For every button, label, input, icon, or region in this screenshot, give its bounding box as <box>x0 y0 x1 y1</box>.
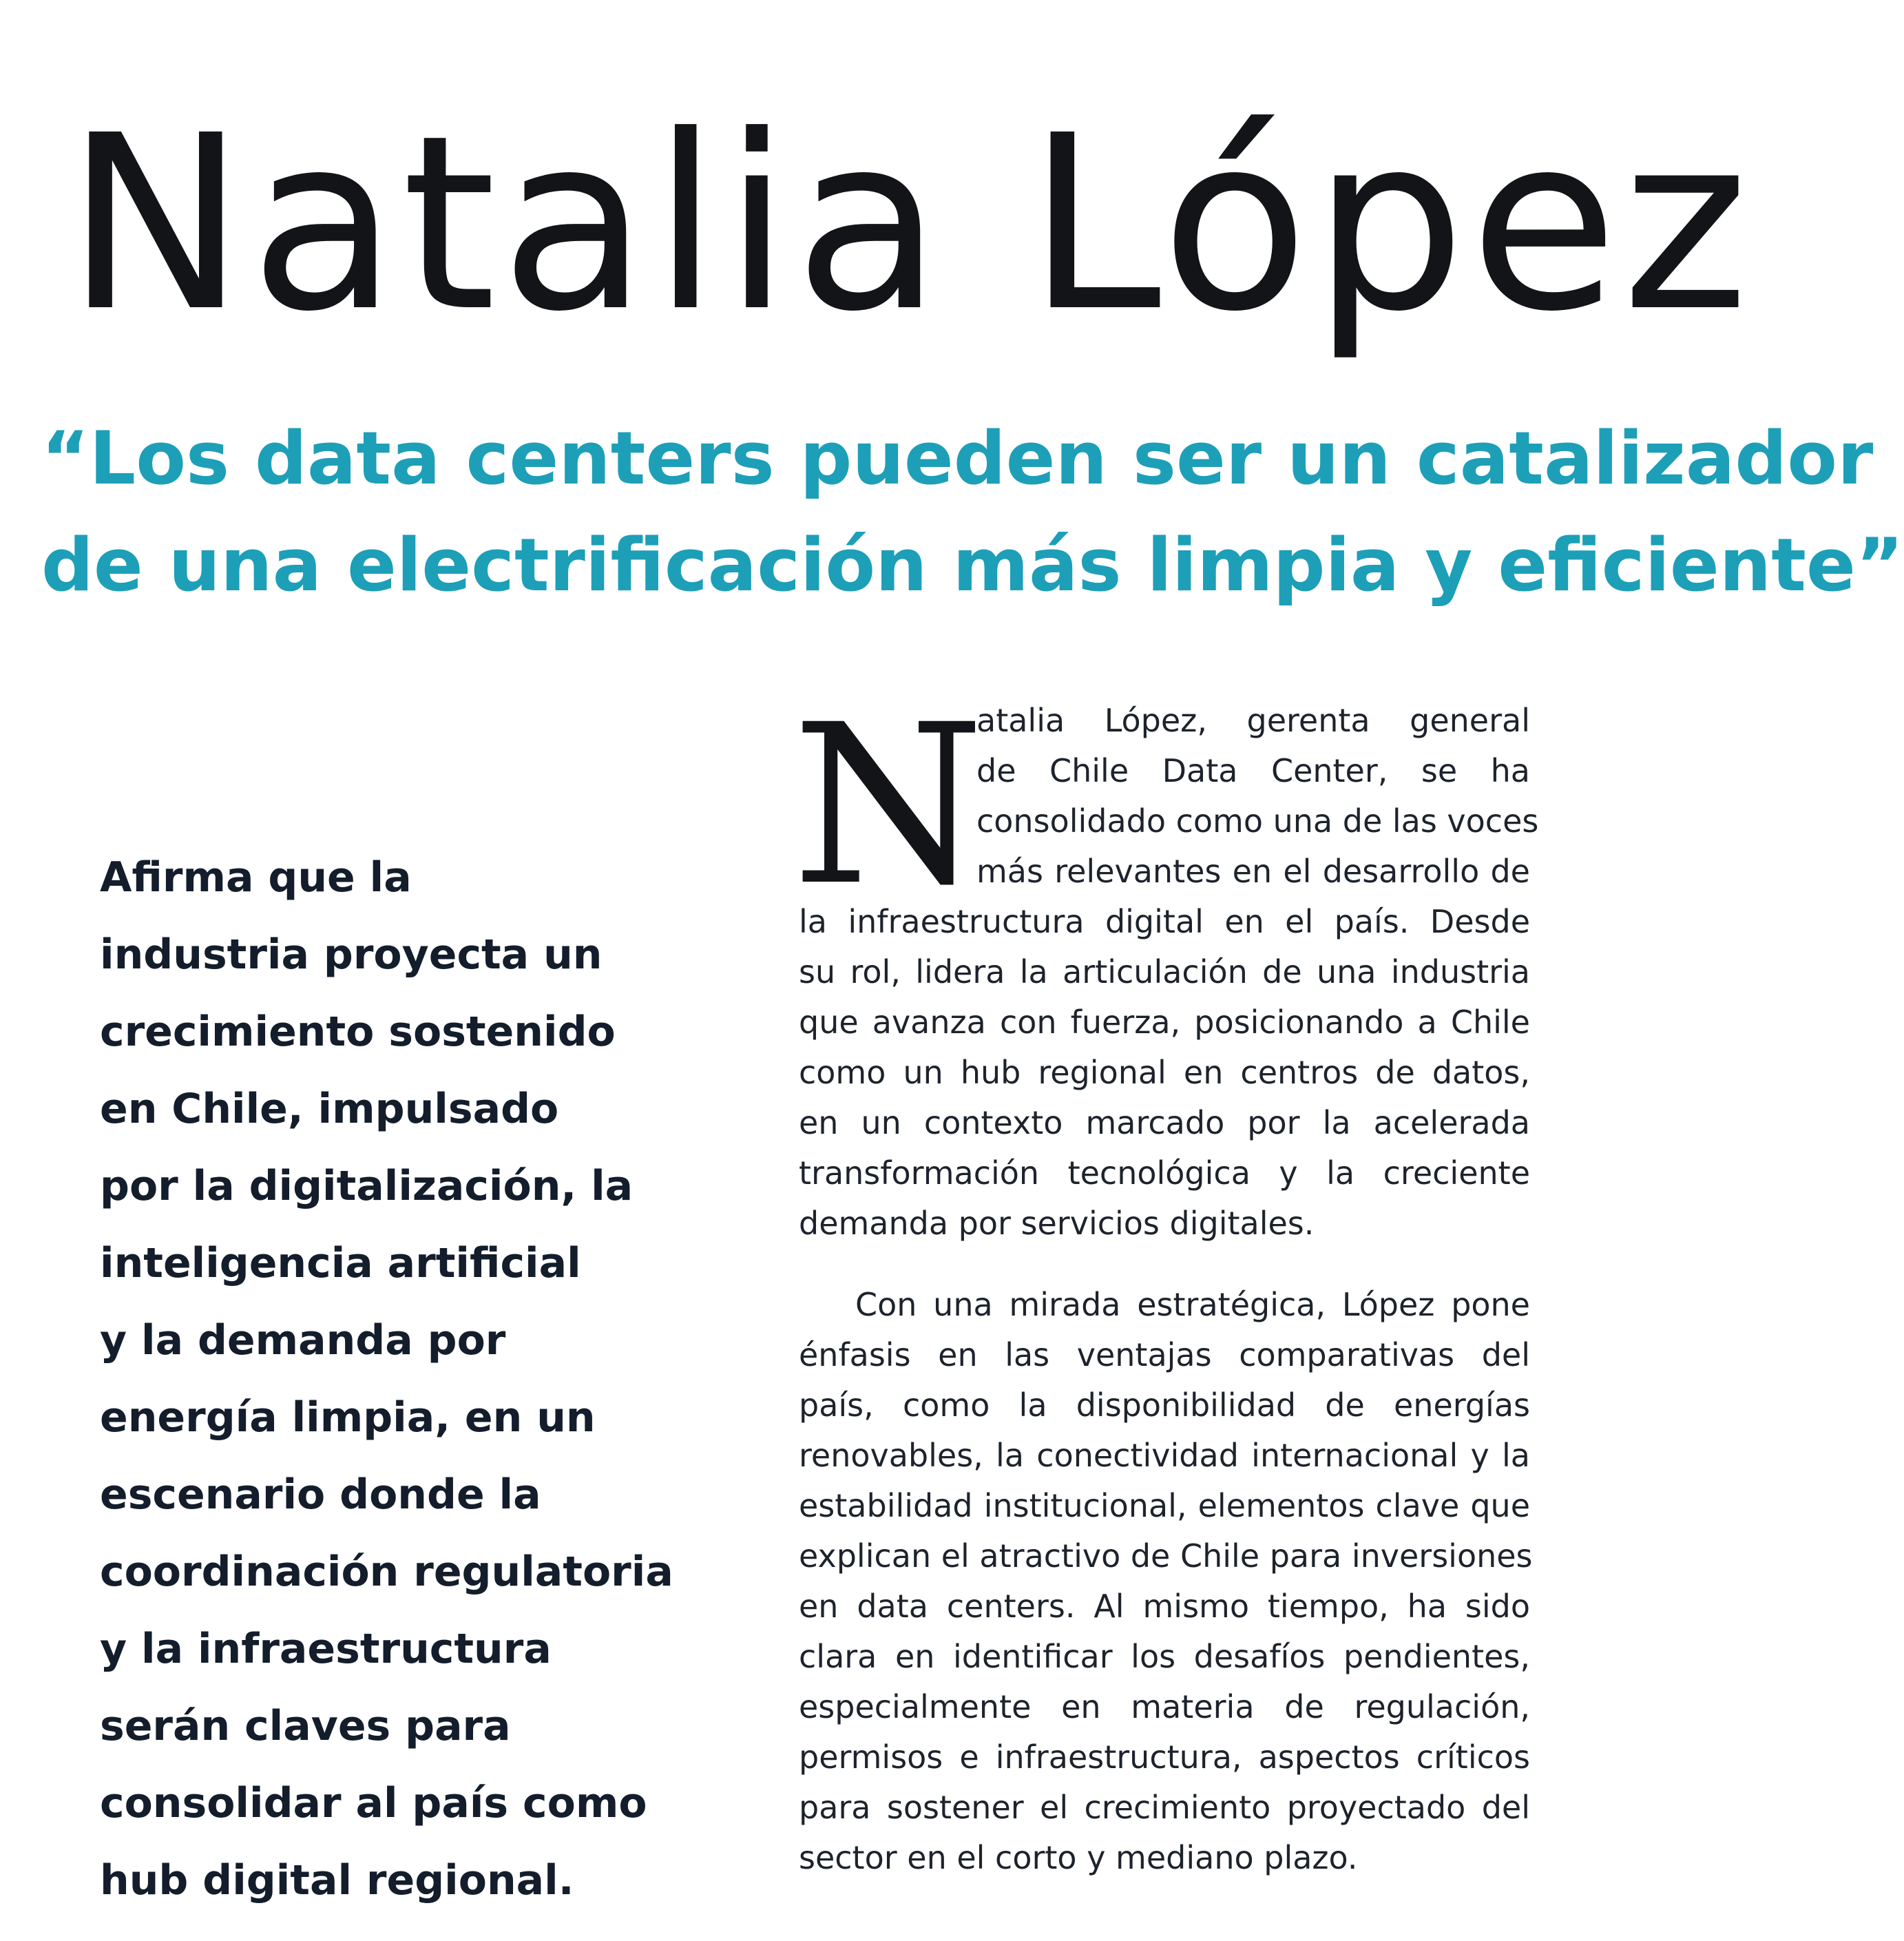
body-line: especialmente en materia de regulación, <box>799 1688 1530 1725</box>
lead-line: en Chile, impulsado <box>100 1085 559 1133</box>
drop-cap: N <box>792 678 985 934</box>
body-line: estabilidad institucional, elementos clave que <box>799 1487 1530 1524</box>
lead-line: por la digitalización, la <box>100 1162 634 1210</box>
lead-paragraph <box>100 839 673 1919</box>
lead-line: inteligencia artificial <box>100 1239 581 1287</box>
article-title: Natalia López <box>65 83 1753 364</box>
body-line: su rol, lidera la articulación de una industria <box>799 953 1530 990</box>
lead-line: hub digital regional. <box>100 1856 574 1904</box>
body-line: consolidado como una de las voces <box>976 802 1539 840</box>
lead-line: industria proyecta un <box>100 931 603 979</box>
body-line: atalia López, gerenta general <box>976 702 1530 739</box>
body-line: sector en el corto y mediano plazo. <box>799 1839 1358 1876</box>
lead-line: serán claves para <box>100 1702 511 1750</box>
body-line: más relevantes en el desarrollo de <box>976 853 1530 890</box>
pull-quote-line-1: “Los data centers pueden ser un catalizador <box>41 416 1874 501</box>
lead-line: Afirma que la <box>100 853 412 902</box>
body-paragraph-2 <box>799 1280 1533 1883</box>
lead-line: consolidar al país como <box>100 1779 647 1827</box>
lead-line: crecimiento sostenido <box>100 1008 616 1056</box>
body-line: de Chile Data Center, se ha <box>976 752 1530 789</box>
body-text <box>799 696 1539 1883</box>
body-line: para sostener el crecimiento proyectado del <box>799 1789 1530 1826</box>
pull-quote <box>41 405 1904 619</box>
body-line: énfasis en las ventajas comparativas del <box>799 1336 1530 1373</box>
body-line: en un contexto marcado por la acelerada <box>799 1104 1530 1141</box>
body-line: permisos e infraestructura, aspectos críticos <box>799 1738 1530 1776</box>
lead-line: escenario donde la <box>100 1471 541 1519</box>
body-line: la infraestructura digital en el país. Desde <box>799 903 1530 940</box>
body-paragraph-1 <box>799 696 1539 1249</box>
body-line: demanda por servicios digitales. <box>799 1205 1315 1242</box>
body-line: explican el atractivo de Chile para inversiones <box>799 1537 1533 1575</box>
body-line: Con una mirada estratégica, López pone <box>855 1286 1530 1323</box>
lead-line: energía limpia, en un <box>100 1393 596 1442</box>
body-line: que avanza con fuerza, posicionando a Chile <box>799 1004 1530 1041</box>
lead-line: y la infraestructura <box>100 1625 552 1673</box>
body-line: transformación tecnológica y la creciente <box>799 1154 1530 1192</box>
lead-line: y la demanda por <box>100 1316 506 1364</box>
body-line: renovables, la conectividad internacional y la <box>799 1437 1530 1474</box>
pull-quote-line-2: de una electrificación más limpia y eficiente” <box>41 523 1904 608</box>
body-line: en data centers. Al mismo tiempo, ha sido <box>799 1588 1530 1625</box>
body-line: como un hub regional en centros de datos, <box>799 1054 1530 1091</box>
lead-line: coordinación regulatoria <box>100 1548 673 1596</box>
body-line: clara en identificar los desafíos pendientes, <box>799 1638 1530 1675</box>
body-line: país, como la disponibilidad de energías <box>799 1387 1530 1424</box>
